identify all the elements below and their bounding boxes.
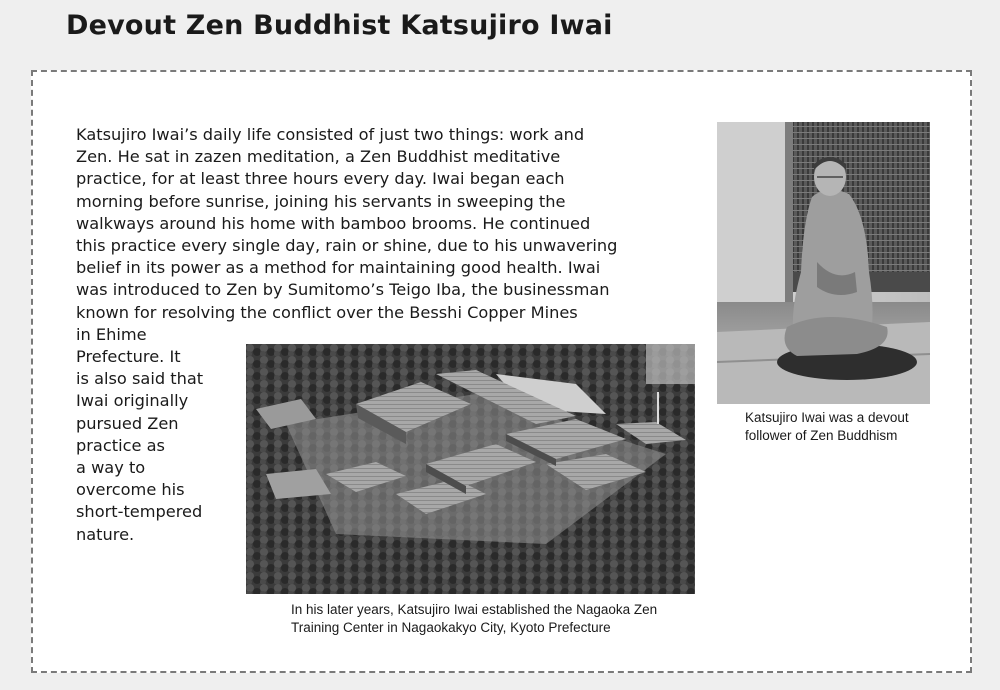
body-line: practice, for at least three hours every day. Iwai began each [76, 169, 565, 189]
body-line: Iwai originally [76, 391, 189, 411]
body-line: Zen. He sat in zazen meditation, a Zen Buddhist meditative [76, 147, 561, 167]
training-center-photo [246, 344, 695, 594]
caption-line: Training Center in Nagaokakyo City, Kyoto Prefecture [291, 620, 611, 635]
body-line: in Ehime [76, 324, 147, 344]
body-line: known for resolving the conflict over the Besshi Copper Mines [76, 302, 578, 322]
body-line: belief in its power as a method for maintaining good health. Iwai [76, 258, 601, 278]
body-line: was introduced to Zen by Sumitomo’s Teigo Iba, the businessman [76, 280, 610, 300]
caption-line: In his later years, Katsujiro Iwai established the Nagaoka Zen [291, 602, 658, 617]
meditation-photo [717, 122, 930, 404]
caption-line: follower of Zen Buddhism [745, 428, 898, 443]
page-title: Devout Zen Buddhist Katsujiro Iwai [66, 10, 613, 41]
body-line: nature. [76, 524, 135, 544]
body-line: this practice every single day, rain or shine, due to his unwavering [76, 236, 618, 256]
body-line: a way to [76, 458, 146, 478]
body-line: morning before sunrise, joining his servants in sweeping the [76, 191, 566, 211]
body-line: practice as [76, 435, 165, 455]
body-line: Prefecture. It [76, 347, 181, 367]
body-line: Katsujiro Iwai’s daily life consisted of just two things: work and [76, 125, 585, 144]
body-line: pursued Zen [76, 413, 179, 433]
body-line: is also said that [76, 369, 204, 389]
body-line: short-tempered [76, 502, 203, 522]
content-panel [31, 70, 972, 673]
meditation-photo-caption [745, 409, 909, 445]
body-line: overcome his [76, 480, 185, 500]
body-line: walkways around his home with bamboo brooms. He continued [76, 213, 591, 233]
training-center-photo-caption [291, 601, 657, 637]
caption-line: Katsujiro Iwai was a devout [745, 410, 909, 425]
